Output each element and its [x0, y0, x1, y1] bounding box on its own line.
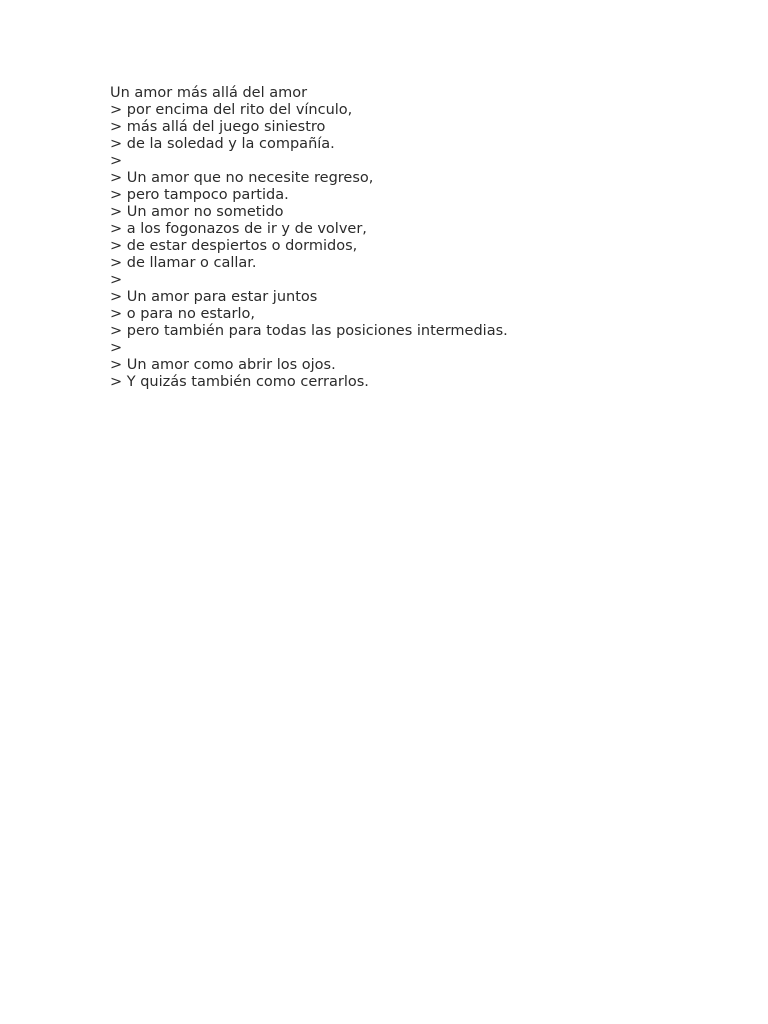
poem-line: Un amor más allá del amor [110, 85, 308, 101]
poem-line: > o para no estarlo, [110, 306, 255, 322]
poem-line: > Un amor para estar juntos [110, 289, 318, 305]
poem-line: > Un amor como abrir los ojos. [110, 357, 336, 373]
poem-line: > [110, 340, 123, 356]
poem-line: > de llamar o callar. [110, 255, 257, 271]
poem-line: > de estar despiertos o dormidos, [110, 238, 358, 254]
poem-line: > Y quizás también como cerrarlos. [110, 374, 369, 390]
poem-line: > pero también para todas las posiciones intermedias. [110, 323, 508, 339]
poem-line: > pero tampoco partida. [110, 187, 289, 203]
poem-line: > Un amor que no necesite regreso, [110, 170, 374, 186]
poem-line: > de la soledad y la compañía. [110, 136, 335, 152]
document-body [110, 85, 710, 391]
poem-line: > por encima del rito del vínculo, [110, 102, 353, 118]
poem-line: > [110, 153, 123, 169]
poem-line: > a los fogonazos de ir y de volver, [110, 221, 367, 237]
poem-line: > Un amor no sometido [110, 204, 284, 220]
poem-line: > más allá del juego siniestro [110, 119, 326, 135]
poem-line: > [110, 272, 123, 288]
